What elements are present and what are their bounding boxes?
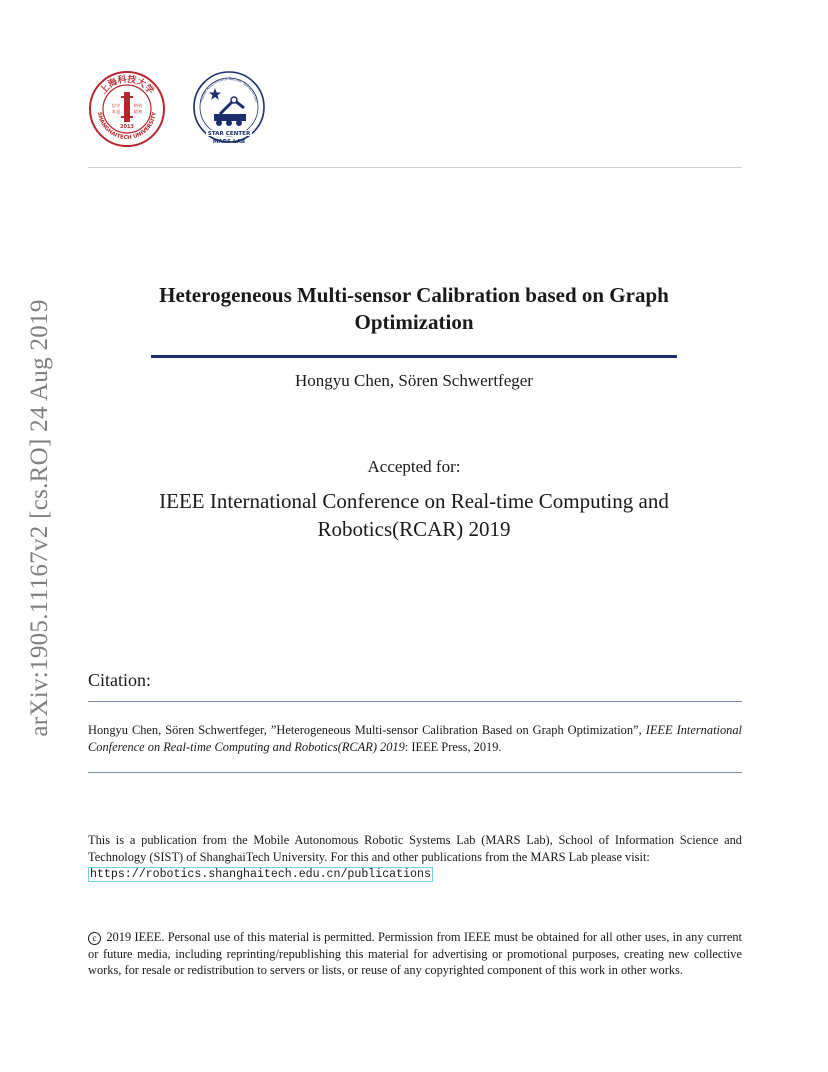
header-divider bbox=[88, 167, 742, 168]
publication-note-text: This is a publication from the Mobile Autonomous Robotic Systems Lab (MARS Lab), School of Information Science and Technology (SIST) of ShanghaiTech University. For this and other publications from the MARS Lab please visit: bbox=[88, 833, 742, 864]
venue-line-1: IEEE International Conference on Real-time Computing and bbox=[159, 489, 669, 513]
svg-text:信守: 信守 bbox=[111, 103, 121, 108]
svg-text:Mobile Autonomous Robotic Syst bbox=[199, 77, 258, 103]
copyright-text: 2019 IEEE. Personal use of this material is permitted. Permission from IEEE must be obtained for all other uses, in any current or future media, including reprinting/republishing this material for advertising or promotional purposes, creating new collective works, for resale or redistribution to servers or lists, or reuse of any copyrighted component of this work in other works. bbox=[88, 930, 742, 977]
authors: Hongyu Chen, Sören Schwertfeger bbox=[295, 371, 533, 390]
copyright-notice bbox=[88, 929, 742, 979]
accepted-label: Accepted for: bbox=[367, 457, 461, 476]
mars-lab-logo bbox=[190, 70, 268, 148]
logo-label-bottom: MARS LAB bbox=[212, 139, 246, 145]
title-line-1: Heterogeneous Multi-sensor Calibration based on Graph bbox=[159, 283, 669, 307]
title-line-2: Optimization bbox=[354, 310, 474, 334]
seal-year: 2013 bbox=[120, 124, 134, 130]
venue bbox=[110, 487, 718, 543]
svg-text:精神: 精神 bbox=[133, 109, 143, 114]
arxiv-stamp-text: arXiv:1905.11167v2 [cs.RO] 24 Aug 2019 bbox=[26, 299, 53, 737]
citation-label: Citation: bbox=[88, 670, 151, 690]
svg-text:格致: 格致 bbox=[133, 103, 143, 108]
citation-divider-top bbox=[88, 701, 742, 702]
citation-venue: IEEE International Conference on Real-time Computing and Robotics(RCAR) 2019 bbox=[88, 723, 742, 754]
citation-publisher: : IEEE Press, 2019. bbox=[404, 740, 502, 754]
logo-ring-text: Mobile Autonomous Robotic Systems Lab bbox=[199, 76, 259, 103]
citation-authors-title: Hongyu Chen, Sören Schwertfeger, ”Heterogeneous Multi-sensor Calibration Based on Graph Optimization”, bbox=[88, 723, 642, 737]
publications-link[interactable]: https://robotics.shanghaitech.edu.cn/publications bbox=[90, 868, 431, 881]
venue-line-2: Robotics(RCAR) 2019 bbox=[317, 517, 511, 541]
publication-note bbox=[88, 832, 742, 882]
shanghaitech-university-logo bbox=[88, 70, 166, 148]
citation-text bbox=[88, 722, 742, 756]
seal-chinese-name: 上海科技大学 bbox=[98, 74, 156, 97]
citation-divider-bottom bbox=[88, 772, 742, 773]
svg-text:求是: 求是 bbox=[111, 109, 121, 114]
seal-ring-text: SHANGHAITECH UNIVERSITY bbox=[96, 111, 158, 142]
logo-label-top: STAR CENTER bbox=[207, 131, 251, 137]
copyright-icon: c bbox=[88, 932, 101, 945]
title-divider bbox=[151, 355, 677, 358]
paper-title bbox=[120, 282, 708, 336]
